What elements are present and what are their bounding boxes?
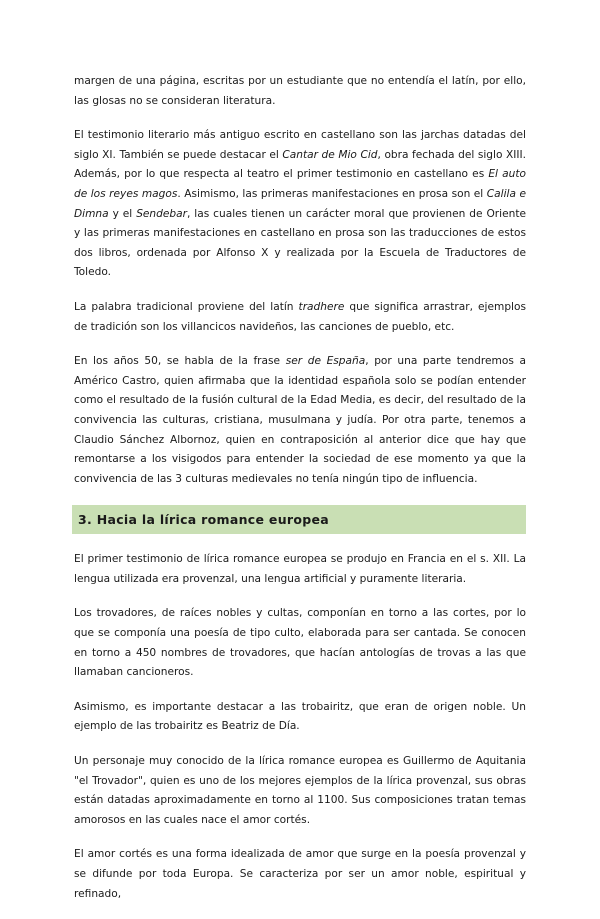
paragraph (74, 352, 526, 489)
italic-title: Cantar de Mio Cid (282, 148, 378, 161)
text-run: El primer testimonio de lírica romance europea se produjo en Francia en el s. XII. La lengua utilizada era provenzal, una lengua artificial y puramente literaria. (74, 553, 526, 585)
italic-title: El auto de los reyes magos (74, 168, 526, 200)
text-run: , por una parte tendremos a Américo Castro, quien afirmaba que la identidad española solo se podían entender como el resultado de la fusión cultural de la Edad Media, es decir, del resultado de la convivencia las culturas, cristiana, musulmana y judía. Por otra parte, tenemos a Claudio Sánchez Albornoz, quien en contraposición al anterior dice que hay que remontarse a los visigodos para entender la sociedad de ese momento ya que la convivencia de las 3 culturas medievales no tenía ningún tipo de influencia. (74, 355, 526, 485)
italic-title: Calila e Dimna (74, 187, 526, 220)
paragraph (74, 698, 526, 737)
text-run: La palabra tradicional proviene del latín (74, 300, 299, 313)
text-run: margen de una página, escritas por un estudiante que no entendía el latín, por ello, las glosas no se consideran literatura. (74, 75, 526, 107)
italic-title: tradhere (298, 300, 345, 313)
italic-title: ser de España (285, 355, 366, 368)
paragraph (74, 604, 526, 682)
text-run: El amor cortés es una forma idealizada de amor que surge en la poesía provenzal y se difunde por toda Europa. Se caracteriza por ser un amor noble, espiritual y refinado, (74, 848, 526, 900)
paragraph (74, 72, 526, 111)
italic-title: Sendebar (136, 207, 187, 220)
paragraph-group-intro (74, 72, 526, 489)
paragraph (74, 298, 526, 337)
text-run: El testimonio literario más antiguo escrito en castellano son las jarchas datadas del siglo XI. También se puede destacar el (74, 129, 526, 161)
paragraph (74, 126, 526, 283)
paragraph (74, 550, 526, 589)
text-run: que significa arrastrar, ejemplos de tradición son los villancicos navideños, las canciones de pueblo, etc. (74, 300, 526, 333)
text-run: y el (108, 207, 137, 220)
section-heading: 3. Hacia la lírica romance europea (72, 505, 526, 534)
paragraph (74, 752, 526, 830)
text-run: Un personaje muy conocido de la lírica romance europea es Guillermo de Aquitania "el Trovador", quien es uno de los mejores ejemplos de la lírica provenzal, sus obras están datadas aproximadamente en torno al 1100. Sus composiciones tratan temas amorosos en las cuales nace el amor cortés. (74, 755, 526, 826)
text-run: Asimismo, es importante destacar a las trobairitz, que eran de origen noble. Un ejemplo de las trobairitz es Beatriz de Día. (74, 700, 526, 733)
paragraph-group-lirica (74, 550, 526, 904)
paragraph (74, 845, 526, 904)
text-run: En los años 50, se habla de la frase (74, 355, 286, 368)
text-run: , obra fechada del siglo XIII. Además, por lo que respecta al teatro el primer testimonio en castellano es (74, 148, 526, 181)
text-run: , las cuales tienen un carácter moral que provienen de Oriente y las primeras manifestaciones en castellano en prosa son las traducciones de estos dos libros, ordenada por Alfonso X y realizada por la Escuela de Traductores de Toledo. (74, 207, 526, 279)
text-run: . Asimismo, las primeras manifestaciones en prosa son el (177, 187, 487, 200)
text-run: Los trovadores, de raíces nobles y cultas, componían en torno a las cortes, por lo que se componía una poesía de tipo culto, elaborada para ser cantada. Se conocen en torno a 450 nombres de trovadores, que hacían antologías de trovas a las que llamaban cancioneros. (74, 607, 526, 679)
page-content (74, 72, 526, 919)
